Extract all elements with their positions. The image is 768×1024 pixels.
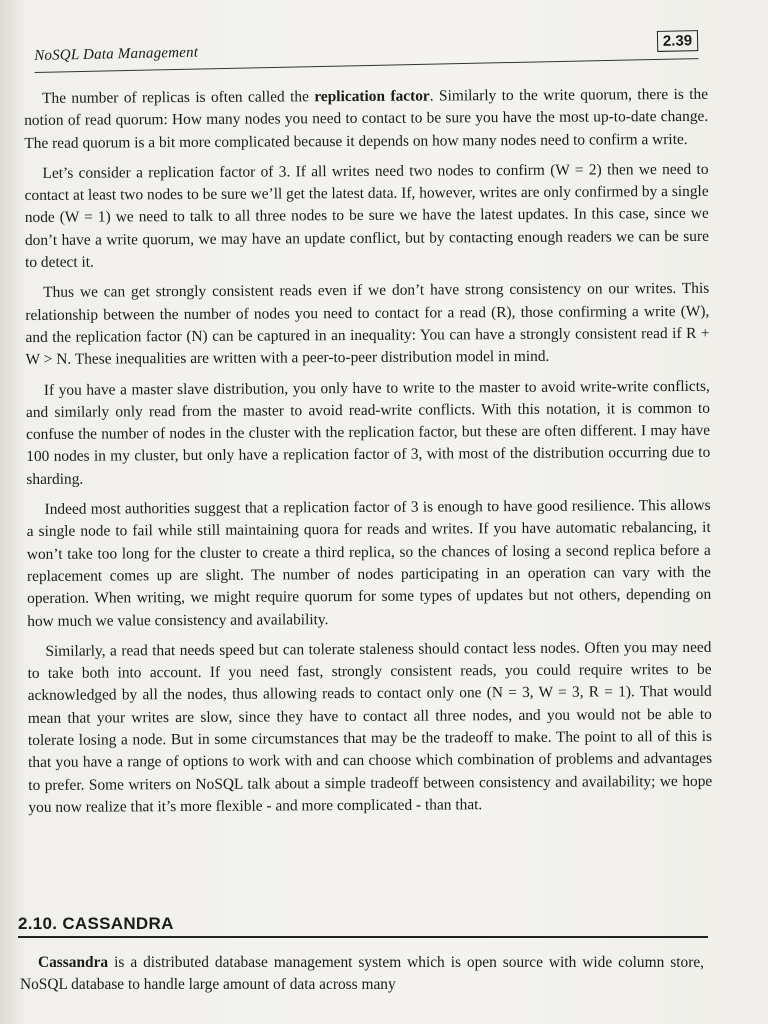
page-header xyxy=(34,30,699,80)
paragraph: Thus we can get strongly consistent reads even if we don’t have strong consistency on our writes. This relationship between the number of nodes you need to contact for a read (R), those confirming a write (W), and the replication factor (N) can be captured in an inequality: You can have a strongly consistent read if R + W > N. These inequalities are written with a peer-to-peer distribution model in mind. xyxy=(25,280,710,369)
binding-gutter xyxy=(0,30,20,430)
section-rule xyxy=(18,936,708,938)
term-replication-factor: replication factor xyxy=(314,87,430,106)
paragraph: If you have a master slave distribution, you only have to write to the master to avoid write-write conflicts, and similarly only read from the master to avoid read-write conflicts. With this notation, it is common to confuse the number of nodes in the cluster with the replication factor, but these are often different. I may have 100 nodes in my cluster, but only have a replication factor of 3, with most of the distribution occurring due to sharding. xyxy=(25,377,711,488)
paragraph: Indeed most authorities suggest that a replication factor of 3 is enough to have good resilience. This allows a single node to fail while still maintaining quora for reads and writes. If you have automatic rebalancing, it won’t take too long for the cluster to create a third replica, so the chances of losing a second replica before a replacement comes up are slight. The number of nodes participating in an operation can vary with the operation. When writing, we might require quorum for some types of updates but not others, depending on how much we value consistency and availability. xyxy=(26,496,712,630)
section-title: 2.10. CASSANDRA xyxy=(18,914,174,933)
paragraph: Similarly, a read that needs speed but can tolerate staleness should contact less nodes. Often you may need to take both into account. If you need fast, strongly consistent reads, you could require writes to be acknowledged by all the nodes, thus allowing reads to contact only one (N = 3, W = 3, R = 1). That would mean that your writes are slow, since they have to contact all three nodes, and you would not be able to tolerate losing a node. But in some circumstances that may be the tradeoff to make. The point to all of this is that you have a range of options to work with and can choose which combination of problems and advantages to prefer. Some writers on NoSQL talk about a simple tradeoff between consistency and availability; we hope you now realize that it’s more flexible - and more complicated - than that. xyxy=(27,638,713,816)
section-intro xyxy=(20,952,704,996)
term-cassandra: Cassandra xyxy=(38,954,109,971)
page-number: 2.39 xyxy=(657,30,699,52)
body-text xyxy=(24,84,713,827)
section-heading xyxy=(18,914,708,938)
paragraph: Cassandra is a distributed database management system which is open source with wide column store, NoSQL database to handle large amount of data across many xyxy=(20,954,704,993)
running-title: NoSQL Data Management xyxy=(34,44,199,64)
paragraph: The number of replicas is often called the replication factor. Similarly to the write quorum, there is the notion of read quorum: How many nodes you need to contact to be sure you have the most up-to-date change. The read quorum is a bit more complicated because it depends on how many nodes need to confirm a write. xyxy=(24,85,709,152)
paragraph: Let’s consider a replication factor of 3. If all writes need two nodes to confirm (W = 2) then we need to contact at least two nodes to be sure we’ll get the latest data. If, however, writes are only confirmed by a single node (W = 1) we need to talk to all three nodes to be sure we have the latest updates. In this case, since we don’t have a write quorum, we may have an update conflict, but by contacting enough readers we can be sure to detect it. xyxy=(24,160,709,272)
